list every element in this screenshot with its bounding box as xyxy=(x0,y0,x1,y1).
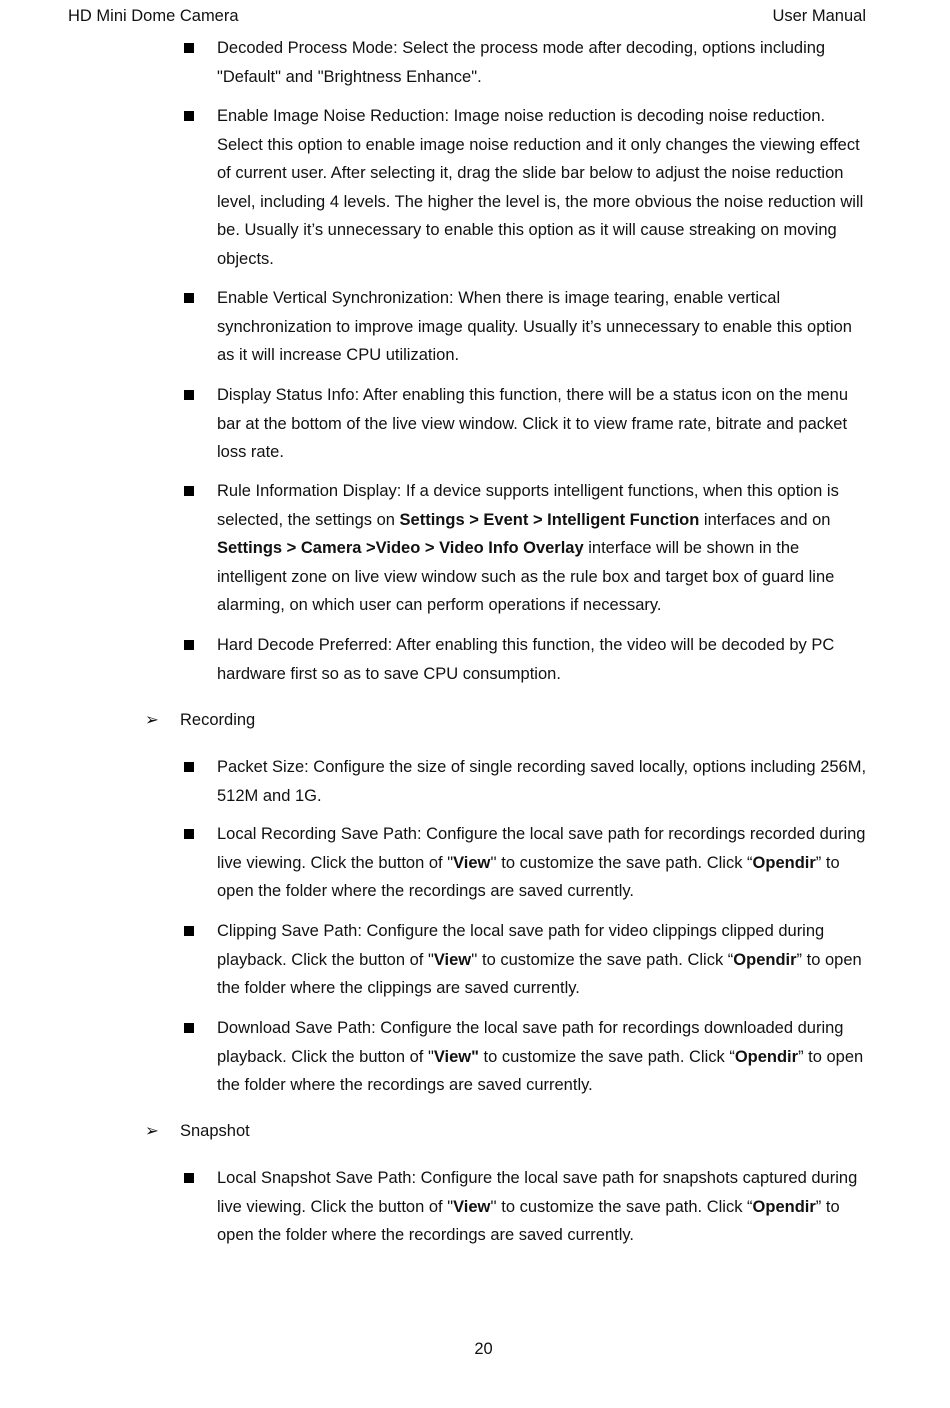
download-opendir: Opendir xyxy=(734,1047,799,1066)
square-bullet-icon xyxy=(184,1023,194,1033)
snapshot-text-2: '' to customize the save path. Click “ xyxy=(490,1197,753,1216)
snapshot-text-3: ” to open the folder where the recordings are saved currently. xyxy=(217,1197,840,1245)
download-text-2: to customize the save path. Click “ xyxy=(478,1047,735,1066)
square-bullet-icon xyxy=(184,390,194,400)
snapshot-view: View xyxy=(453,1197,491,1216)
snapshot-text-1: Local Snapshot Save Path: Configure the local save path for snapshots captured during live viewing. Click the button of " xyxy=(217,1169,858,1216)
item-rule-info xyxy=(217,477,872,620)
square-bullet-icon xyxy=(184,486,194,496)
item-decoded-process-mode: Decoded Process Mode: Select the process mode after decoding, options including "Default" and "Brightness Enhance". xyxy=(217,39,826,86)
rule-info-bold-1: Settings > Event > Intelligent Function xyxy=(399,510,700,529)
item-download-path xyxy=(217,1014,872,1100)
rule-info-text-2: interfaces and on xyxy=(699,510,831,529)
item-local-recording-path xyxy=(217,820,872,906)
square-bullet-icon xyxy=(184,926,194,936)
local-recording-text-3: ” to open the folder where the recordings are saved currently. xyxy=(217,853,840,901)
item-hard-decode: Hard Decode Preferred: After enabling this function, the video will be decoded by PC hardware first so as to save CPU consumption. xyxy=(217,636,835,683)
rule-info-text-1: Rule Information Display: If a device supports intelligent functions, when this option is selected, the settings on xyxy=(217,482,839,529)
section-title-snapshot: Snapshot xyxy=(180,1122,250,1140)
download-text-3: ” to open the folder where the recordings are saved currently. xyxy=(217,1047,864,1095)
local-recording-view: View xyxy=(453,853,491,872)
snapshot-opendir: Opendir xyxy=(752,1197,816,1216)
square-bullet-icon xyxy=(184,111,194,121)
clipping-text-3: ” to open the folder where the clippings are saved currently. xyxy=(217,950,862,998)
rule-info-text-3: interface will be shown in the intelligent zone on live view window such as the rule box and target box of guard line alarming, on which user can perform operations if necessary. xyxy=(217,539,835,615)
local-recording-text-1: Local Recording Save Path: Configure the local save path for recordings recorded during live viewing. Click the button of " xyxy=(217,825,866,872)
arrow-bullet-icon: ➢ xyxy=(145,1122,159,1140)
download-view: View" xyxy=(433,1047,479,1066)
clipping-opendir: Opendir xyxy=(733,950,797,969)
item-status-info: Display Status Info: After enabling this function, there will be a status icon on the menu bar at the bottom of the live view window. Click it to view frame rate, bitrate and packet loss rate. xyxy=(217,386,849,462)
item-clipping-path xyxy=(217,917,872,1003)
item-local-snapshot-path xyxy=(217,1164,872,1250)
section-title-recording: Recording xyxy=(180,711,256,729)
clipping-text-2: '' to customize the save path. Click “ xyxy=(471,950,734,969)
item-vertical-sync: Enable Vertical Synchronization: When there is image tearing, enable vertical synchronization to improve image quality. Usually it’s unnecessary to enable this option as it will increase CPU utilization. xyxy=(217,289,852,365)
square-bullet-icon xyxy=(184,293,194,303)
header-title: HD Mini Dome Camera xyxy=(68,7,239,25)
rule-info-bold-2: Settings > Camera >Video > Video Info Overlay xyxy=(217,539,584,558)
page-number: 20 xyxy=(474,1340,493,1358)
square-bullet-icon xyxy=(184,1173,194,1183)
arrow-bullet-icon: ➢ xyxy=(145,711,159,729)
square-bullet-icon xyxy=(184,829,194,839)
square-bullet-icon xyxy=(184,43,194,53)
clipping-view: View xyxy=(433,950,472,969)
item-noise-reduction: Enable Image Noise Reduction: Image noise reduction is decoding noise reduction. Select this option to enable image noise reduction and it only changes the viewing effect of current user. After selecting it, drag the slide bar below to adjust the noise reduction level, including 4 levels. The higher the level is, the more obvious the noise reduction will be. Usually it’s unnecessary to enable this option as it will cause streaking on moving objects. xyxy=(217,107,864,268)
local-recording-opendir: Opendir xyxy=(752,853,816,872)
clipping-text-1: Clipping Save Path: Configure the local save path for video clippings clipped during playback. Click the button of " xyxy=(217,922,825,969)
item-packet-size: Packet Size: Configure the size of single recording saved locally, options including 256M, 512M and 1G. xyxy=(217,758,867,805)
square-bullet-icon xyxy=(184,640,194,650)
local-recording-text-2: '' to customize the save path. Click “ xyxy=(490,853,753,872)
download-text-1: Download Save Path: Configure the local save path for recordings downloaded during playback. Click the button of " xyxy=(217,1019,844,1066)
header-manual-label: User Manual xyxy=(772,7,866,25)
square-bullet-icon xyxy=(184,762,194,772)
